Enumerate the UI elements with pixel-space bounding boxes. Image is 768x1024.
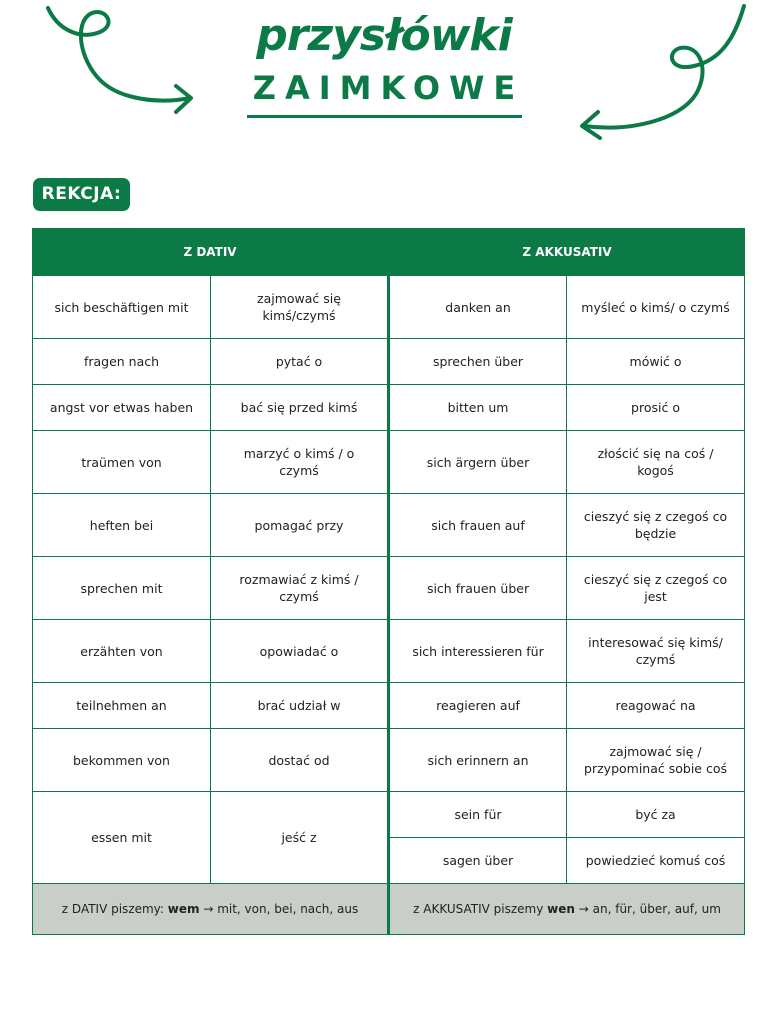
table-row: [33, 557, 745, 620]
title-caps: ZAIMKOWE: [252, 69, 525, 107]
footer-akk-post: → an, für, über, auf, um: [574, 901, 721, 916]
dativ-verb: bekommen von: [33, 729, 211, 792]
akk-verb: bitten um: [389, 385, 567, 431]
dativ-translation: opowiadać o: [211, 620, 389, 683]
footer-akk-pre: z AKKUSATIV piszemy: [413, 901, 548, 916]
header-dativ: Z DATIV: [33, 229, 389, 276]
dativ-translation: bać się przed kimś: [211, 385, 389, 431]
footer-dativ-post: → mit, von, bei, nach, aus: [199, 901, 359, 916]
section-badge: REKCJA:: [33, 178, 130, 211]
footer-dativ-pre: z DATIV piszemy:: [61, 901, 168, 916]
dativ-translation: zajmować się kimś/czymś: [211, 276, 389, 339]
akk-verb: sagen über: [389, 838, 567, 884]
akk-translation: powiedzieć komuś coś: [567, 838, 745, 884]
table-footer-row: [33, 884, 745, 935]
dativ-translation: jeść z: [211, 792, 389, 884]
akk-verb: sich interessieren für: [389, 620, 567, 683]
footer-dativ: [33, 884, 389, 935]
akk-verb: sich ärgern über: [389, 431, 567, 494]
table-row: [33, 385, 745, 431]
dativ-verb: teilnehmen an: [33, 683, 211, 729]
dativ-verb: traümen von: [33, 431, 211, 494]
dativ-verb: essen mit: [33, 792, 211, 884]
dativ-translation: marzyć o kimś / o czymś: [211, 431, 389, 494]
dativ-translation: pomagać przy: [211, 494, 389, 557]
akk-translation: prosić o: [567, 385, 745, 431]
dativ-verb: sich beschäftigen mit: [33, 276, 211, 339]
akk-verb: reagieren auf: [389, 683, 567, 729]
footer-akk-pronoun: wen: [547, 901, 575, 916]
table-row: [33, 792, 745, 838]
akk-translation: cieszyć się z czegoś co jest: [567, 557, 745, 620]
table-row: [33, 683, 745, 729]
dativ-verb: sprechen mit: [33, 557, 211, 620]
akk-translation: złościć się na coś / kogoś: [567, 431, 745, 494]
akk-verb: sich erinnern an: [389, 729, 567, 792]
akk-verb: danken an: [389, 276, 567, 339]
dativ-verb: erzähten von: [33, 620, 211, 683]
akk-translation: być za: [567, 792, 745, 838]
akk-verb: sprechen über: [389, 339, 567, 385]
dativ-verb: heften bei: [33, 494, 211, 557]
dativ-translation: brać udział w: [211, 683, 389, 729]
dativ-translation: pytać o: [211, 339, 389, 385]
dativ-verb: fragen nach: [33, 339, 211, 385]
akk-translation: reagować na: [567, 683, 745, 729]
title-block: [0, 8, 768, 108]
table-header-row: [33, 229, 745, 276]
akk-verb: sich frauen auf: [389, 494, 567, 557]
dativ-verb: angst vor etwas haben: [33, 385, 211, 431]
table-row: [33, 339, 745, 385]
dativ-translation: dostać od: [211, 729, 389, 792]
rekcja-table: [32, 228, 745, 935]
akk-verb: sich frauen über: [389, 557, 567, 620]
akk-translation: mówić o: [567, 339, 745, 385]
footer-dativ-pronoun: wem: [167, 901, 200, 916]
akk-translation: myśleć o kimś/ o czymś: [567, 276, 745, 339]
footer-akkusativ: [389, 884, 745, 935]
akk-verb: sein für: [389, 792, 567, 838]
title-script: przysłówki: [256, 10, 512, 61]
table-row: [33, 431, 745, 494]
dativ-translation: rozmawiać z kimś / czymś: [211, 557, 389, 620]
table-row: [33, 729, 745, 792]
table-row: [33, 620, 745, 683]
table-row: [33, 276, 745, 339]
title-underline: [247, 115, 522, 118]
akk-translation: zajmować się / przypominać sobie coś: [567, 729, 745, 792]
header-akkusativ: Z AKKUSATIV: [389, 229, 745, 276]
akk-translation: interesować się kimś/ czymś: [567, 620, 745, 683]
table-row: [33, 494, 745, 557]
akk-translation: cieszyć się z czegoś co będzie: [567, 494, 745, 557]
